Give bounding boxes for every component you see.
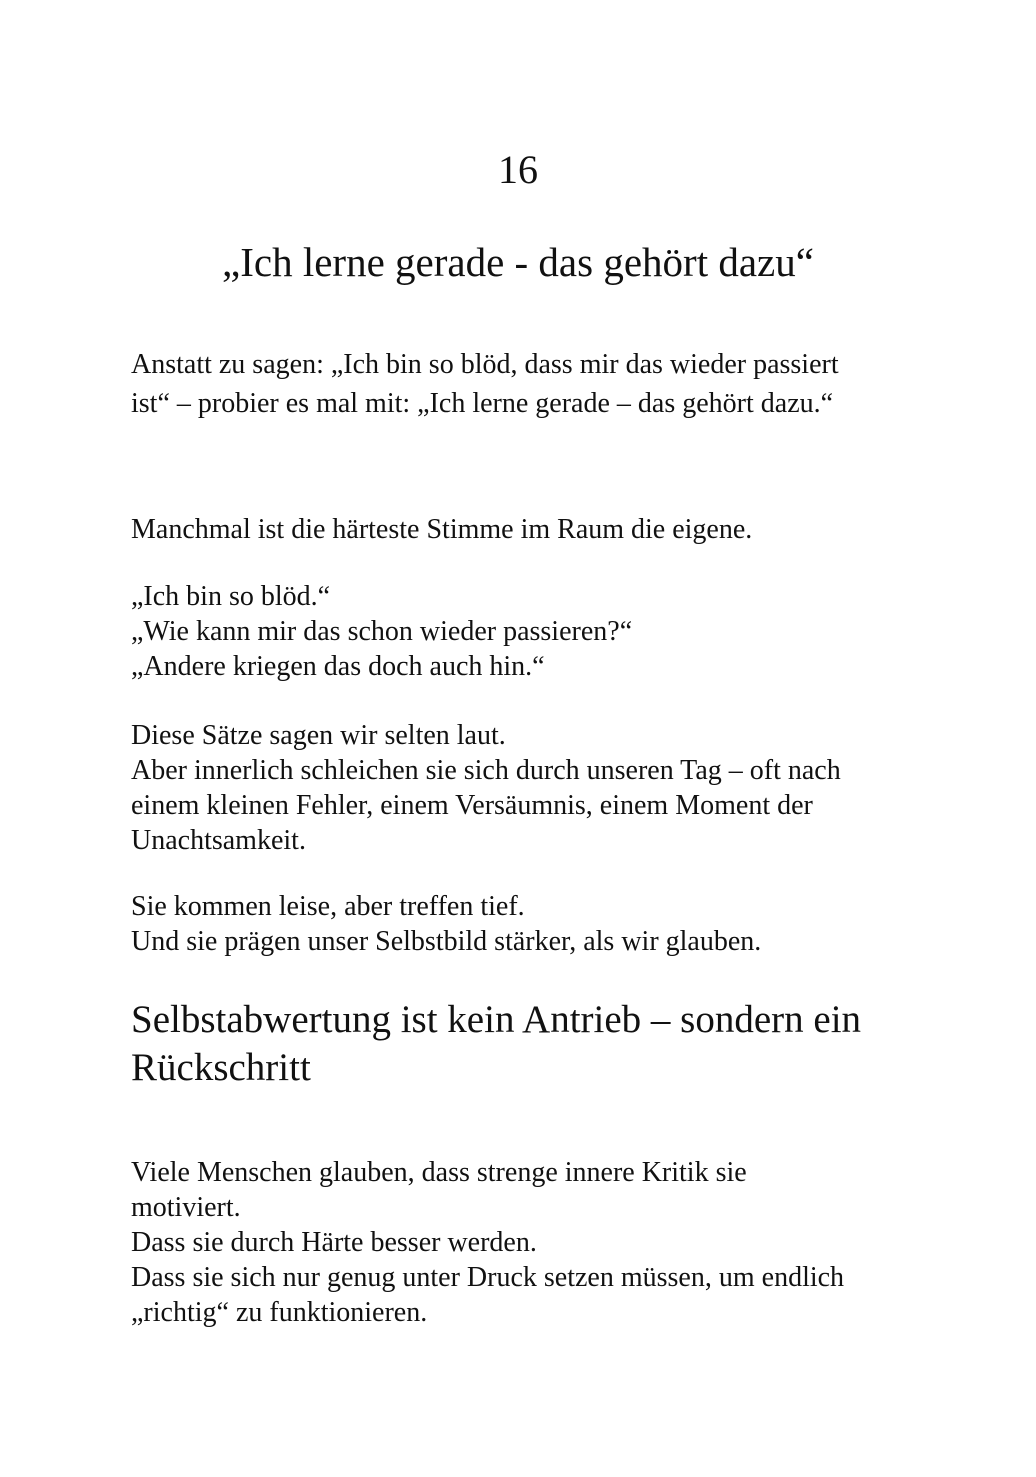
body-paragraph	[131, 889, 911, 959]
section-paragraph	[131, 1155, 911, 1330]
quote-line: „Andere kriegen das doch auch hin.“	[131, 651, 545, 682]
intro-line: ist“ – probier es mal mit: „Ich lerne gerade – das gehört dazu.“	[131, 388, 834, 419]
paragraph-line: Unachtsamkeit.	[131, 825, 306, 856]
chapter-number: 16	[498, 147, 538, 192]
body-paragraph	[131, 512, 911, 547]
paragraph-line: Diese Sätze sagen wir selten laut.	[131, 720, 506, 751]
intro-paragraph	[131, 345, 911, 423]
quote-line: „Ich bin so blöd.“	[131, 581, 331, 612]
paragraph-line: Dass sie durch Härte besser werden.	[131, 1227, 537, 1258]
body-paragraph	[131, 718, 911, 858]
quote-paragraph	[131, 579, 911, 684]
paragraph-line: „richtig“ zu funktionieren.	[131, 1297, 428, 1328]
intro-line: Anstatt zu sagen: „Ich bin so blöd, dass mir das wieder passiert	[131, 349, 839, 380]
paragraph-line: Und sie prägen unser Selbstbild stärker, als wir glauben.	[131, 926, 762, 957]
quote-line: „Wie kann mir das schon wieder passieren?“	[131, 616, 633, 647]
chapter-title: „Ich lerne gerade - das gehört dazu“	[222, 239, 814, 285]
paragraph-line: motiviert.	[131, 1192, 241, 1223]
paragraph-line: einem kleinen Fehler, einem Versäumnis, einem Moment der	[131, 790, 813, 821]
paragraph-line: Manchmal ist die härteste Stimme im Raum die eigene.	[131, 514, 753, 545]
paragraph-line: Sie kommen leise, aber treffen tief.	[131, 891, 525, 922]
paragraph-line: Aber innerlich schleichen sie sich durch unseren Tag – oft nach	[131, 755, 841, 786]
section-heading	[131, 996, 921, 1092]
section-heading-line: Selbstabwertung ist kein Antrieb – sondern ein	[131, 998, 862, 1041]
section-heading-line: Rückschritt	[131, 1046, 311, 1089]
paragraph-line: Viele Menschen glauben, dass strenge innere Kritik sie	[131, 1157, 747, 1188]
paragraph-line: Dass sie sich nur genug unter Druck setzen müssen, um endlich	[131, 1262, 845, 1293]
